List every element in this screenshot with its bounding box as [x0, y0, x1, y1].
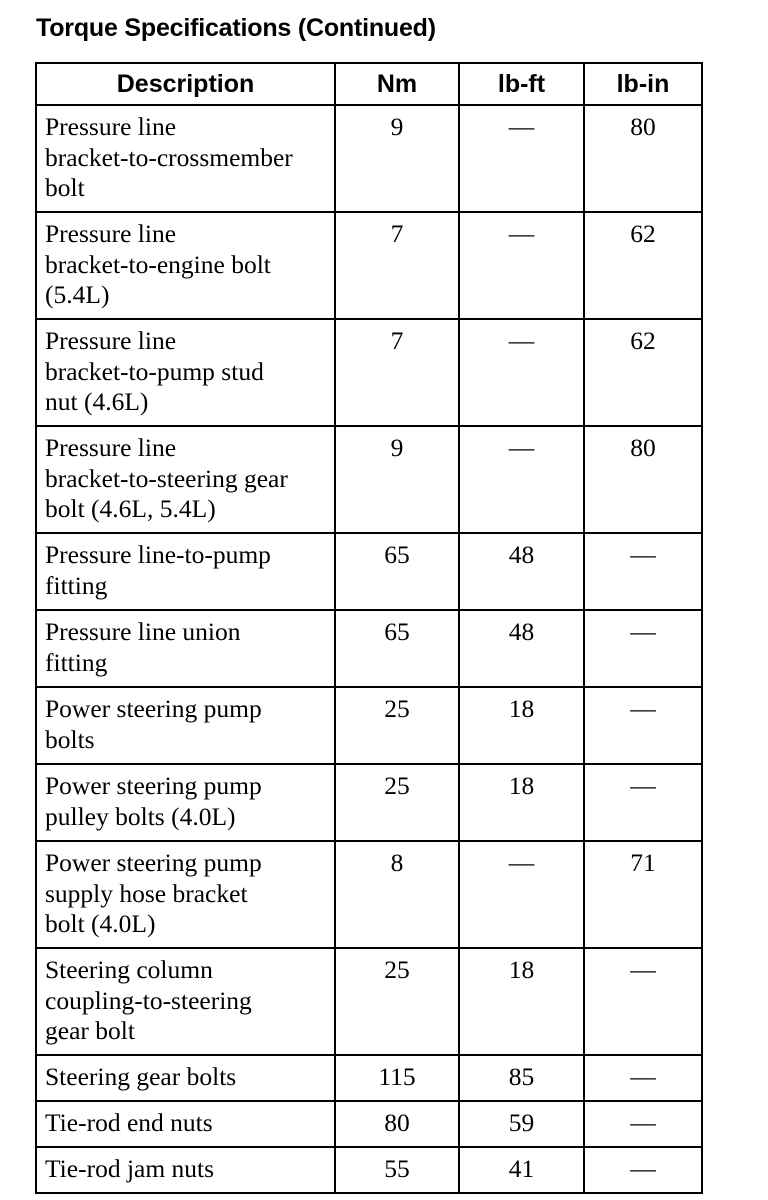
nm-cell: 8 — [335, 841, 459, 948]
lbft-cell: 48 — [459, 533, 584, 610]
description-line: bolt — [45, 173, 85, 202]
description-line: bracket-to-engine bolt — [45, 249, 271, 279]
description-cell — [36, 610, 335, 687]
lbft-cell: 18 — [459, 764, 584, 841]
description-line: (5.4L) — [45, 280, 110, 309]
lbin-cell: — — [584, 1055, 702, 1101]
lbin-cell: 71 — [584, 841, 702, 948]
table-row — [36, 533, 702, 610]
lbft-cell: — — [459, 212, 584, 319]
description-line: bracket-to-steering gear — [45, 463, 288, 493]
lbin-cell: — — [584, 764, 702, 841]
description-cell — [36, 1101, 335, 1147]
lbft-cell: 41 — [459, 1147, 584, 1193]
nm-cell: 65 — [335, 533, 459, 610]
nm-cell: 25 — [335, 948, 459, 1055]
description-cell — [36, 319, 335, 426]
description-cell — [36, 1147, 335, 1193]
table-row — [36, 212, 702, 319]
table-row — [36, 1055, 702, 1101]
description-line: bracket-to-pump stud — [45, 356, 264, 386]
lbin-cell: — — [584, 1101, 702, 1147]
table-row — [36, 319, 702, 426]
header-nm: Nm — [335, 63, 459, 105]
description-line: supply hose bracket — [45, 878, 248, 908]
lbft-cell: 59 — [459, 1101, 584, 1147]
description-line: Pressure line — [45, 326, 177, 355]
description-line: Pressure line — [45, 433, 177, 462]
description-line: pulley bolts (4.0L) — [45, 801, 236, 831]
nm-cell: 65 — [335, 610, 459, 687]
description-line: fitting — [45, 647, 108, 677]
header-row — [36, 63, 702, 105]
header-lbft: lb-ft — [459, 63, 584, 105]
table-row — [36, 841, 702, 948]
description-line: Pressure line union — [45, 617, 241, 646]
header-description: Description — [36, 63, 335, 105]
description-line: Pressure line — [45, 112, 177, 141]
nm-cell: 25 — [335, 764, 459, 841]
table-row — [36, 426, 702, 533]
lbft-cell: — — [459, 841, 584, 948]
nm-cell: 25 — [335, 687, 459, 764]
table-row — [36, 1101, 702, 1147]
lbft-cell: — — [459, 319, 584, 426]
nm-cell: 9 — [335, 105, 459, 212]
description-line: bolts — [45, 724, 95, 754]
table-row — [36, 1147, 702, 1193]
lbft-cell: 18 — [459, 687, 584, 764]
nm-cell: 7 — [335, 319, 459, 426]
lbin-cell: — — [584, 1147, 702, 1193]
description-line: Tie-rod jam nuts — [45, 1154, 215, 1183]
description-cell — [36, 426, 335, 533]
description-line: fitting — [45, 570, 108, 600]
page-title: Torque Specifications (Continued) — [36, 14, 436, 42]
nm-cell: 7 — [335, 212, 459, 319]
description-line: nut (4.6L) — [45, 387, 149, 416]
description-line: Power steering pump — [45, 694, 262, 723]
table-row — [36, 687, 702, 764]
lbft-cell: — — [459, 105, 584, 212]
nm-cell: 115 — [335, 1055, 459, 1101]
description-line: Steering column — [45, 955, 213, 984]
description-cell — [36, 533, 335, 610]
lbin-cell: — — [584, 948, 702, 1055]
lbin-cell: — — [584, 687, 702, 764]
lbft-cell: 18 — [459, 948, 584, 1055]
lbft-cell: 85 — [459, 1055, 584, 1101]
lbin-cell: — — [584, 610, 702, 687]
lbft-cell: — — [459, 426, 584, 533]
description-line: bracket-to-crossmember — [45, 142, 293, 172]
table-row — [36, 764, 702, 841]
description-cell — [36, 841, 335, 948]
description-cell — [36, 948, 335, 1055]
description-line: Power steering pump — [45, 771, 262, 800]
description-line: Power steering pump — [45, 848, 262, 877]
description-line: gear bolt — [45, 1016, 135, 1045]
description-cell — [36, 764, 335, 841]
table-row — [36, 610, 702, 687]
description-line: bolt (4.0L) — [45, 909, 156, 938]
header-lbin: lb-in — [584, 63, 702, 105]
description-line: Steering gear bolts — [45, 1062, 237, 1091]
description-line: bolt (4.6L, 5.4L) — [45, 494, 216, 523]
description-cell — [36, 687, 335, 764]
nm-cell: 80 — [335, 1101, 459, 1147]
lbin-cell: 62 — [584, 319, 702, 426]
table-body — [36, 105, 702, 1193]
description-cell — [36, 212, 335, 319]
nm-cell: 9 — [335, 426, 459, 533]
description-cell — [36, 1055, 335, 1101]
lbft-cell: 48 — [459, 610, 584, 687]
description-cell — [36, 105, 335, 212]
description-line: Tie-rod end nuts — [45, 1108, 213, 1137]
lbin-cell: 62 — [584, 212, 702, 319]
table-row — [36, 948, 702, 1055]
table-row — [36, 105, 702, 212]
description-line: Pressure line-to-pump — [45, 540, 271, 569]
lbin-cell: 80 — [584, 426, 702, 533]
torque-spec-table — [35, 62, 703, 1194]
lbin-cell: 80 — [584, 105, 702, 212]
description-line: Pressure line — [45, 219, 177, 248]
nm-cell: 55 — [335, 1147, 459, 1193]
lbin-cell: — — [584, 533, 702, 610]
description-line: coupling-to-steering — [45, 985, 252, 1015]
